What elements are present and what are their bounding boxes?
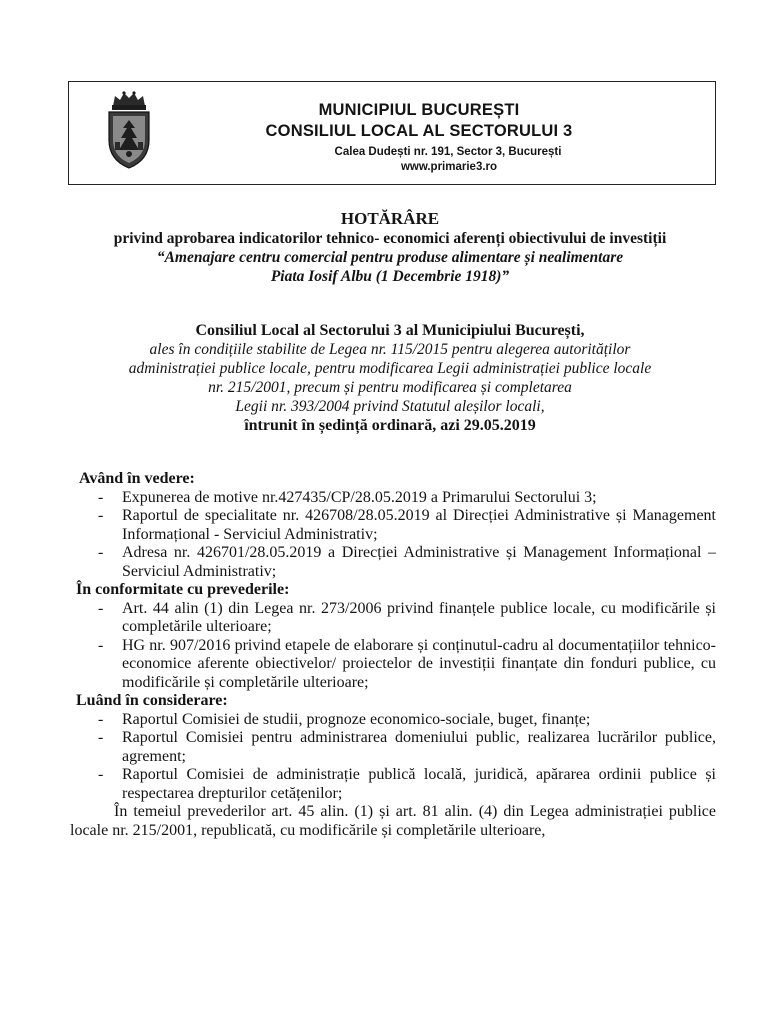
list-item: - Raportul Comisiei pentru administrarea domeniului public, realizarea lucrărilor publice, agrement; bbox=[98, 729, 716, 765]
council-name: Consiliul Local al Sectorului 3 al Municipiului București, bbox=[195, 322, 585, 339]
section-heading-conformitate: În conformitate cu prevederile: bbox=[76, 581, 290, 598]
council-meeting: întrunit în ședință ordinară, azi 29.05.2019 bbox=[244, 417, 536, 434]
letterhead-website: www.primarie3.ro bbox=[400, 161, 498, 173]
decision-subject-line-1: privind aprobarea indicatorilor tehnico- economici aferenți obiectivului de investiții bbox=[113, 230, 667, 247]
council-intro bbox=[60, 321, 720, 435]
letterhead bbox=[68, 81, 716, 185]
section-heading-avand: Având în vedere: bbox=[79, 470, 195, 487]
letterhead-address: Calea Dudești nr. 191, Sector 3, București bbox=[334, 146, 562, 158]
bullet-dash: - bbox=[98, 488, 104, 506]
bullet-dash: - bbox=[98, 599, 104, 617]
letterhead-municipality: MUNICIPIUL BUCUREȘTI bbox=[318, 101, 520, 119]
list-item: - Raportul Comisiei de administrație publică locală, juridică, apărarea ordinii publice și respectarea drepturilor cetățenilor; bbox=[98, 766, 716, 802]
list-item: - Raportul Comisiei de studii, prognoze economico-sociale, buget, finanțe; bbox=[98, 710, 591, 728]
legal-basis-paragraph: În temeiul prevederilor art. 45 alin. (1) și art. 81 alin. (4) din Legea administrației publice locale nr. 215/2001, republicată, cu modificările și completările ulterioare, bbox=[70, 803, 716, 839]
council-line-2: administrației publice locale, pentru modificarea Legii administrației publice locale bbox=[128, 360, 652, 377]
bullet-dash: - bbox=[98, 729, 104, 746]
council-line-1: ales în condițiile stabilite de Legea nr. 115/2015 pentru alegerea autorităților bbox=[149, 341, 631, 358]
bullet-dash: - bbox=[98, 636, 104, 654]
council-line-4: Legii nr. 393/2004 privind Statutul aleșilor locali, bbox=[235, 398, 545, 415]
decision-subject-line-3: Piata Iosif Albu (1 Decembrie 1918)” bbox=[270, 268, 510, 285]
list-item: - Expunerea de motive nr.427435/CP/28.05.2019 a Primarului Sectorului 3; bbox=[98, 488, 597, 506]
section-heading-considerare: Luând în considerare: bbox=[76, 692, 228, 709]
bullet-dash: - bbox=[98, 710, 104, 728]
list-item: - HG nr. 907/2016 privind etapele de elaborare și conținutul-cadru al documentațiilor tehnico- economice aferente obiectivelor/ proiectelor de investiții finanțate din fonduri publice, cu modificările și completările ulterioare; bbox=[98, 636, 716, 691]
list-item: - Raportul de specialitate nr. 426708/28.05.2019 al Direcției Administrative și Management Informațional - Serviciul Administrativ; bbox=[98, 507, 716, 543]
decision-title: HOTĂRÂRE bbox=[340, 209, 440, 228]
coat-of-arms-icon bbox=[99, 88, 159, 172]
letterhead-council: CONSILIUL LOCAL AL SECTORULUI 3 bbox=[265, 122, 573, 140]
bullet-dash: - bbox=[98, 544, 104, 561]
list-item: - Adresa nr. 426701/28.05.2019 a Direcției Administrative și Management Informațional – Serviciul Administrativ; bbox=[98, 544, 716, 580]
list-item: - Art. 44 alin (1) din Legea nr. 273/2006 privind finanțele publice locale, cu modificările și completările ulterioare; bbox=[98, 599, 716, 635]
decision-subject-line-2: “Amenajare centru comercial pentru produse alimentare și nealimentare bbox=[156, 249, 624, 266]
decision-body bbox=[70, 470, 716, 840]
bullet-dash: - bbox=[98, 766, 104, 783]
council-line-3: nr. 215/2001, precum și pentru modificarea și completarea bbox=[208, 379, 572, 396]
bullet-dash: - bbox=[98, 507, 104, 524]
decision-title-block bbox=[60, 209, 720, 286]
